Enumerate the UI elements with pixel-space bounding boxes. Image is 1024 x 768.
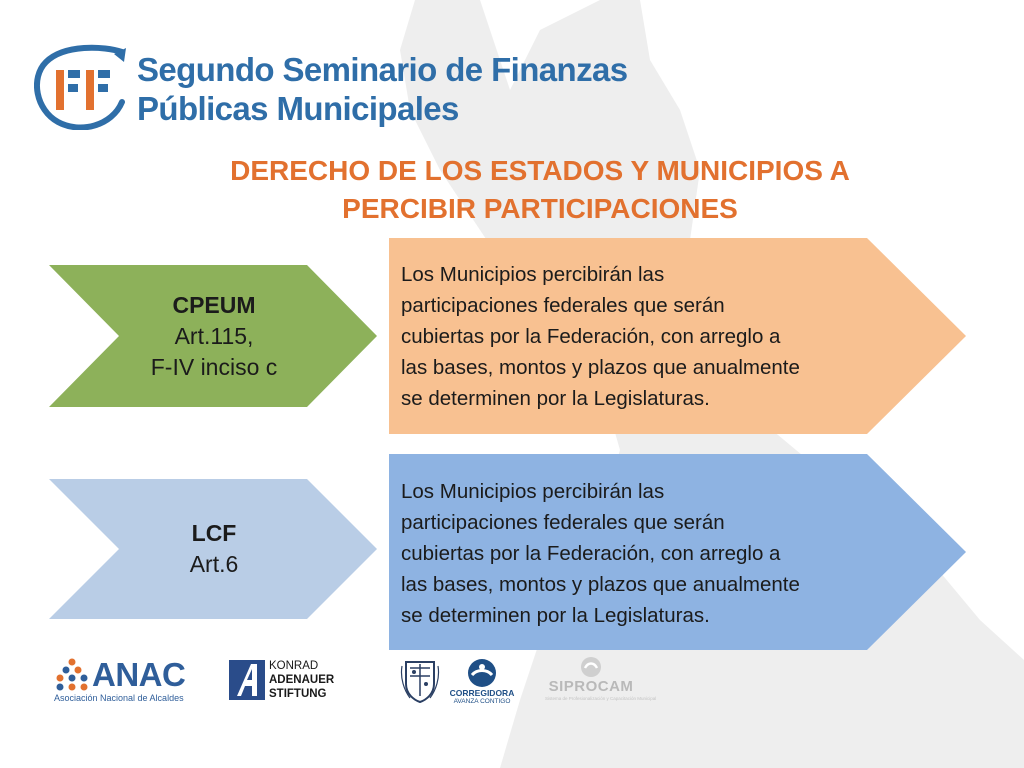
chevron-cpeum-title: CPEUM	[172, 291, 256, 318]
corregidora-tagline: AVANZA CONTIGO	[453, 698, 511, 705]
anac-subtitle: Asociación Nacional de Alcaldes	[54, 693, 184, 703]
arrow-box-cpeum-text: Los Municipios percibirán las participaciones federales que serán cubiertas por la Federación, con arreglo a las bases, montos y plazos que anualmente se determinen por la Legislaturas.	[401, 263, 800, 410]
siprocam-wordmark: SIPROCAM	[548, 678, 634, 695]
corregidora-emblem-icon	[467, 658, 497, 688]
chevron-cpeum-fraction: F-IV inciso c	[150, 353, 278, 380]
anac-dots-icon	[54, 658, 90, 694]
seminar-title-line1: Segundo Seminario de Finanzas	[137, 51, 628, 88]
seminar-title	[137, 50, 628, 128]
konrad-a-icon	[229, 660, 265, 700]
chevron-cpeum	[49, 265, 379, 407]
chevron-cpeum-article: Art.115,	[174, 322, 254, 349]
konrad-line2: ADENAUER	[269, 674, 335, 686]
anac-wordmark: ANAC	[92, 656, 186, 693]
arrow-box-cpeum	[389, 238, 967, 434]
siprocam-logo	[545, 656, 657, 704]
arrow-box-lcf-text: Los Municipios percibirán las participaciones federales que serán cubiertas por la Federación, con arreglo a las bases, montos y plazos que anualmente se determinen por la Legislaturas.	[401, 480, 800, 627]
anac-logo	[54, 656, 194, 704]
siprocam-subtitle: Sistema de Profesionalización y Capacitación Municipal	[545, 696, 657, 701]
slide-heading-line2: PERCIBIR PARTICIPACIONES	[342, 193, 738, 224]
corregidora-name: CORREGIDORA	[449, 688, 515, 698]
chevron-lcf-title: LCF	[191, 520, 237, 546]
chevron-lcf	[49, 479, 379, 619]
corregidora-logo	[442, 656, 522, 704]
seminar-logo-icon	[34, 44, 130, 130]
slide-heading-line1: DERECHO DE LOS ESTADOS Y MUNICIPIOS A	[230, 155, 850, 186]
konrad-adenauer-mark	[229, 660, 265, 700]
chevron-cpeum-label	[109, 265, 319, 407]
chevron-lcf-label	[109, 479, 319, 619]
konrad-line3: STIFTUNG	[269, 688, 327, 700]
konrad-adenauer-text	[269, 659, 334, 701]
siprocam-emblem-icon	[579, 656, 603, 678]
slide-heading	[120, 152, 960, 228]
seminar-title-line2: Públicas Municipales	[137, 90, 459, 127]
konrad-adenauer-logo	[229, 660, 369, 702]
konrad-line1: KONRAD	[269, 660, 319, 672]
municipal-seal-icon	[400, 656, 440, 704]
arrow-box-lcf	[389, 454, 967, 650]
chevron-lcf-article: Art.6	[189, 551, 239, 577]
